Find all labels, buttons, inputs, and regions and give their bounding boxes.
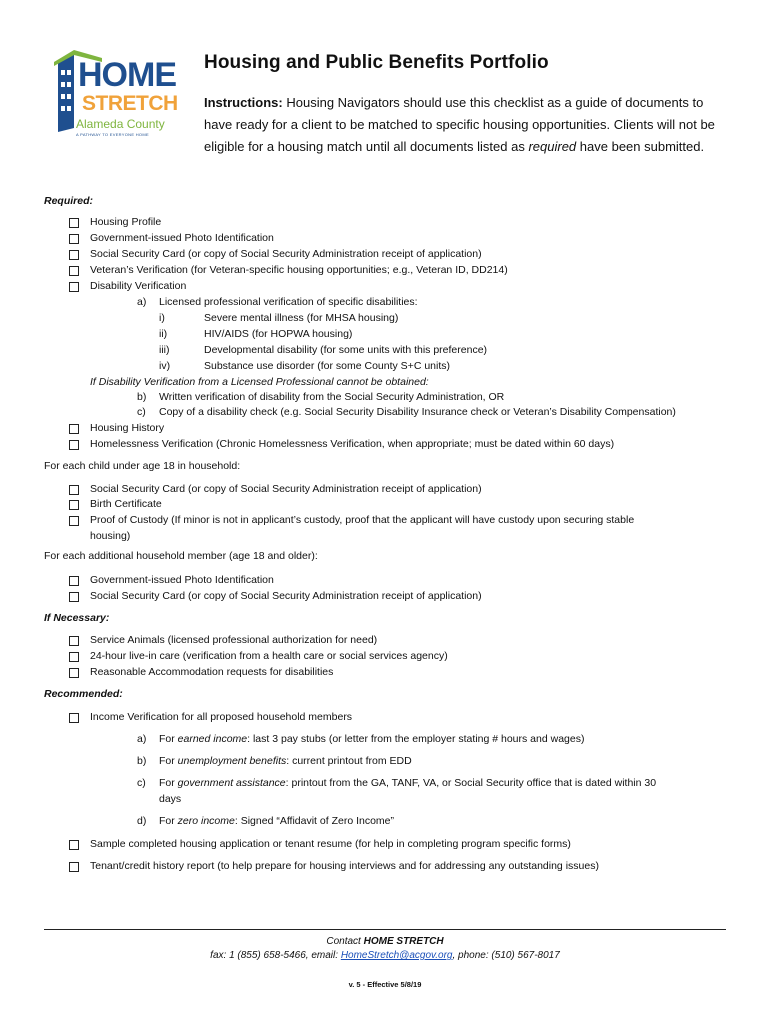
logo-county-text: Alameda County — [76, 117, 165, 131]
checkbox[interactable] — [69, 250, 79, 260]
sub-item: Written verification of disability from the Social Security Administration, OR — [159, 391, 505, 403]
list-item-continuation: housing) — [90, 530, 131, 542]
sub-marker: iii) — [159, 344, 170, 356]
sub-item: For zero income: Signed “Affidavit of Zero Income” — [159, 815, 395, 827]
sub-item: Licensed professional verification of specific disabilities: — [159, 296, 418, 308]
list-item: Housing History — [90, 422, 165, 434]
logo-tagline: A PATHWAY TO EVERYONE HOME — [76, 132, 149, 137]
instructions-text-a: Housing Navigators should use this checklist as a guide of documents to have ready for a client to be matched to specific housing opportunities. Clients will not be eligible for a housing match until all documents listed as — [204, 95, 715, 154]
alt-heading: If Disability Verification from a Licensed Professional cannot be obtained: — [90, 376, 429, 388]
list-item: Homelessness Verification (Chronic Homelessness Verification, when appropriate; must be dated within 60 days) — [90, 438, 615, 450]
list-item: Proof of Custody (If minor is not in applicant’s custody, proof that the applicant will have custody upon securing stable — [90, 514, 635, 526]
list-item: Disability Verification — [90, 280, 187, 292]
list-item: Tenant/credit history report (to help prepare for housing interviews and for addressing any outstanding issues) — [90, 860, 599, 872]
checkbox[interactable] — [69, 516, 79, 526]
checkbox[interactable] — [69, 424, 79, 434]
list-item: Government-issued Photo Identification — [90, 232, 274, 244]
sub-marker: iv) — [159, 360, 171, 372]
sub-marker: d) — [137, 815, 147, 827]
sub-marker: c) — [137, 406, 146, 418]
sub-item: For earned income: last 3 pay stubs (or letter from the employer stating # hours and wages) — [159, 733, 585, 745]
logo-home-text: HOME — [78, 56, 176, 94]
instructions — [204, 92, 732, 158]
checkbox[interactable] — [69, 576, 79, 586]
list-item: 24-hour live-in care (verification from a health care or social services agency) — [90, 650, 448, 662]
sub-marker: c) — [137, 777, 146, 789]
checkbox[interactable] — [69, 440, 79, 450]
sub-item: For government assistance: printout from the GA, TANF, VA, or Social Security office that is dated within 30 — [159, 777, 657, 789]
list-item: Social Security Card (or copy of Social Security Administration receipt of application) — [90, 483, 482, 495]
sub-marker: ii) — [159, 328, 168, 340]
list-item: Government-issued Photo Identification — [90, 574, 274, 586]
sub-marker: b) — [137, 391, 147, 403]
required-heading: Required: — [44, 195, 94, 207]
checkbox[interactable] — [69, 652, 79, 662]
sub-item: Developmental disability (for some units with this preference) — [204, 344, 488, 356]
instructions-emph: required — [528, 139, 577, 154]
page-title: Housing and Public Benefits Portfolio — [204, 52, 549, 73]
footer-contact: Contact HOME STRETCH — [326, 936, 444, 947]
child-heading: For each child under age 18 in household: — [44, 460, 241, 472]
instructions-label: Instructions: — [204, 95, 283, 110]
sub-marker: a) — [137, 733, 147, 745]
checkbox[interactable] — [69, 862, 79, 872]
sub-marker: a) — [137, 296, 147, 308]
list-item: Social Security Card (or copy of Social Security Administration receipt of application) — [90, 248, 482, 260]
checkbox[interactable] — [69, 668, 79, 678]
adult-heading: For each additional household member (age 18 and older): — [44, 550, 318, 562]
logo-stretch-text: STRETCH — [82, 92, 178, 115]
sub-item: HIV/AIDS (for HOPWA housing) — [204, 328, 353, 340]
checkbox[interactable] — [69, 266, 79, 276]
list-item: Income Verification for all proposed household members — [90, 711, 353, 723]
checkbox[interactable] — [69, 840, 79, 850]
footer-divider — [44, 929, 726, 930]
sub-item: Copy of a disability check (e.g. Social Security Disability Insurance check or Veteran’s Disability Compensation) — [159, 406, 676, 418]
list-item: Service Animals (licensed professional authorization for need) — [90, 634, 378, 646]
list-item: Sample completed housing application or tenant resume (for help in completing program specific forms) — [90, 838, 571, 850]
email-link[interactable]: HomeStretch@acgov.org — [340, 950, 453, 961]
checkbox[interactable] — [69, 636, 79, 646]
checkbox[interactable] — [69, 282, 79, 292]
sub-marker: i) — [159, 312, 165, 324]
sub-item-continuation: days — [159, 793, 182, 805]
version-text: v. 5 - Effective 5/8/19 — [348, 980, 422, 989]
necessary-heading: If Necessary: — [44, 612, 110, 624]
list-item: Birth Certificate — [90, 498, 162, 510]
checkbox[interactable] — [69, 592, 79, 602]
list-item: Housing Profile — [90, 216, 162, 228]
sub-marker: b) — [137, 755, 147, 767]
list-item: Reasonable Accommodation requests for disabilities — [90, 666, 334, 678]
recommended-heading: Recommended: — [44, 688, 123, 700]
sub-item: Substance use disorder (for some County S+C units) — [204, 360, 450, 372]
list-item: Veteran’s Verification (for Veteran-specific housing opportunities; e.g., Veteran ID, DD214) — [90, 264, 508, 276]
sub-item: Severe mental illness (for MHSA housing) — [204, 312, 399, 324]
checkbox[interactable] — [69, 234, 79, 244]
list-item: Social Security Card (or copy of Social Security Administration receipt of application) — [90, 590, 482, 602]
sub-item: For unemployment benefits: current printout from EDD — [159, 755, 412, 767]
checkbox[interactable] — [69, 500, 79, 510]
checkbox[interactable] — [69, 713, 79, 723]
checkbox[interactable] — [69, 218, 79, 228]
instructions-text-b: have been submitted. — [576, 139, 705, 154]
checkbox[interactable] — [69, 485, 79, 495]
footer-details: fax: 1 (855) 658-5466, email: HomeStretch@acgov.org, phone: (510) 567-8017 — [210, 950, 560, 961]
